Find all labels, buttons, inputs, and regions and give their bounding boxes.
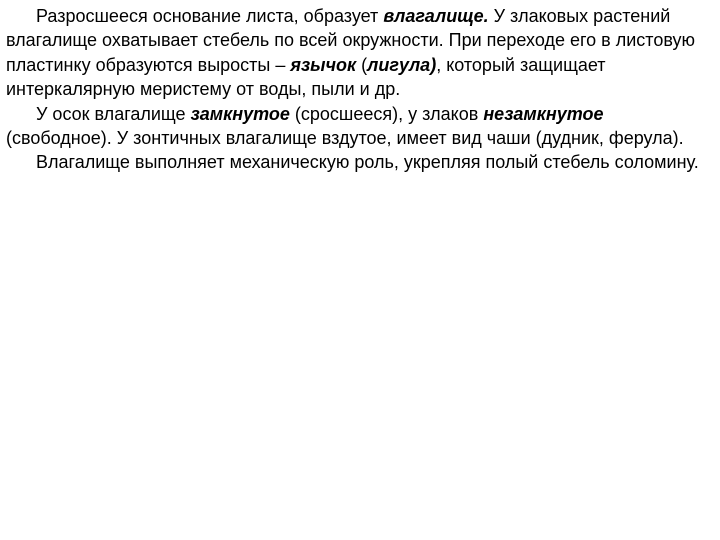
text-run: (: [356, 54, 368, 75]
text-run: (свободное). У зонтичных влагалище вздутое, имеет вид чаши (дудник, ферула).: [6, 128, 684, 149]
term-emphasis: влагалище.: [383, 6, 489, 26]
text-run: Разросшееся основание листа, образует: [36, 6, 384, 26]
term-emphasis: незамкнутое: [483, 103, 604, 124]
paragraph: [6, 150, 702, 174]
term-emphasis: язычок: [290, 54, 357, 75]
term-emphasis: лигула): [367, 54, 437, 75]
body-text: [6, 4, 702, 175]
text-run: У злаковых растений влагалище охватывает стебель по всей окружности. При переходе его в листовую пластинку образуются выросты –: [6, 6, 695, 75]
text-run: , который защищает интеркалярную меристему от воды, пыли и др.: [6, 54, 606, 100]
text-run: Влагалище выполняет механическую роль, укрепляя полый стебель соломину.: [36, 152, 699, 173]
term-emphasis: замкнутое: [190, 103, 290, 124]
paragraph: [6, 102, 702, 151]
paragraph: [6, 4, 702, 102]
text-run: (сросшееся), у злаков: [289, 103, 484, 124]
text-run: У осок влагалище: [36, 103, 191, 124]
